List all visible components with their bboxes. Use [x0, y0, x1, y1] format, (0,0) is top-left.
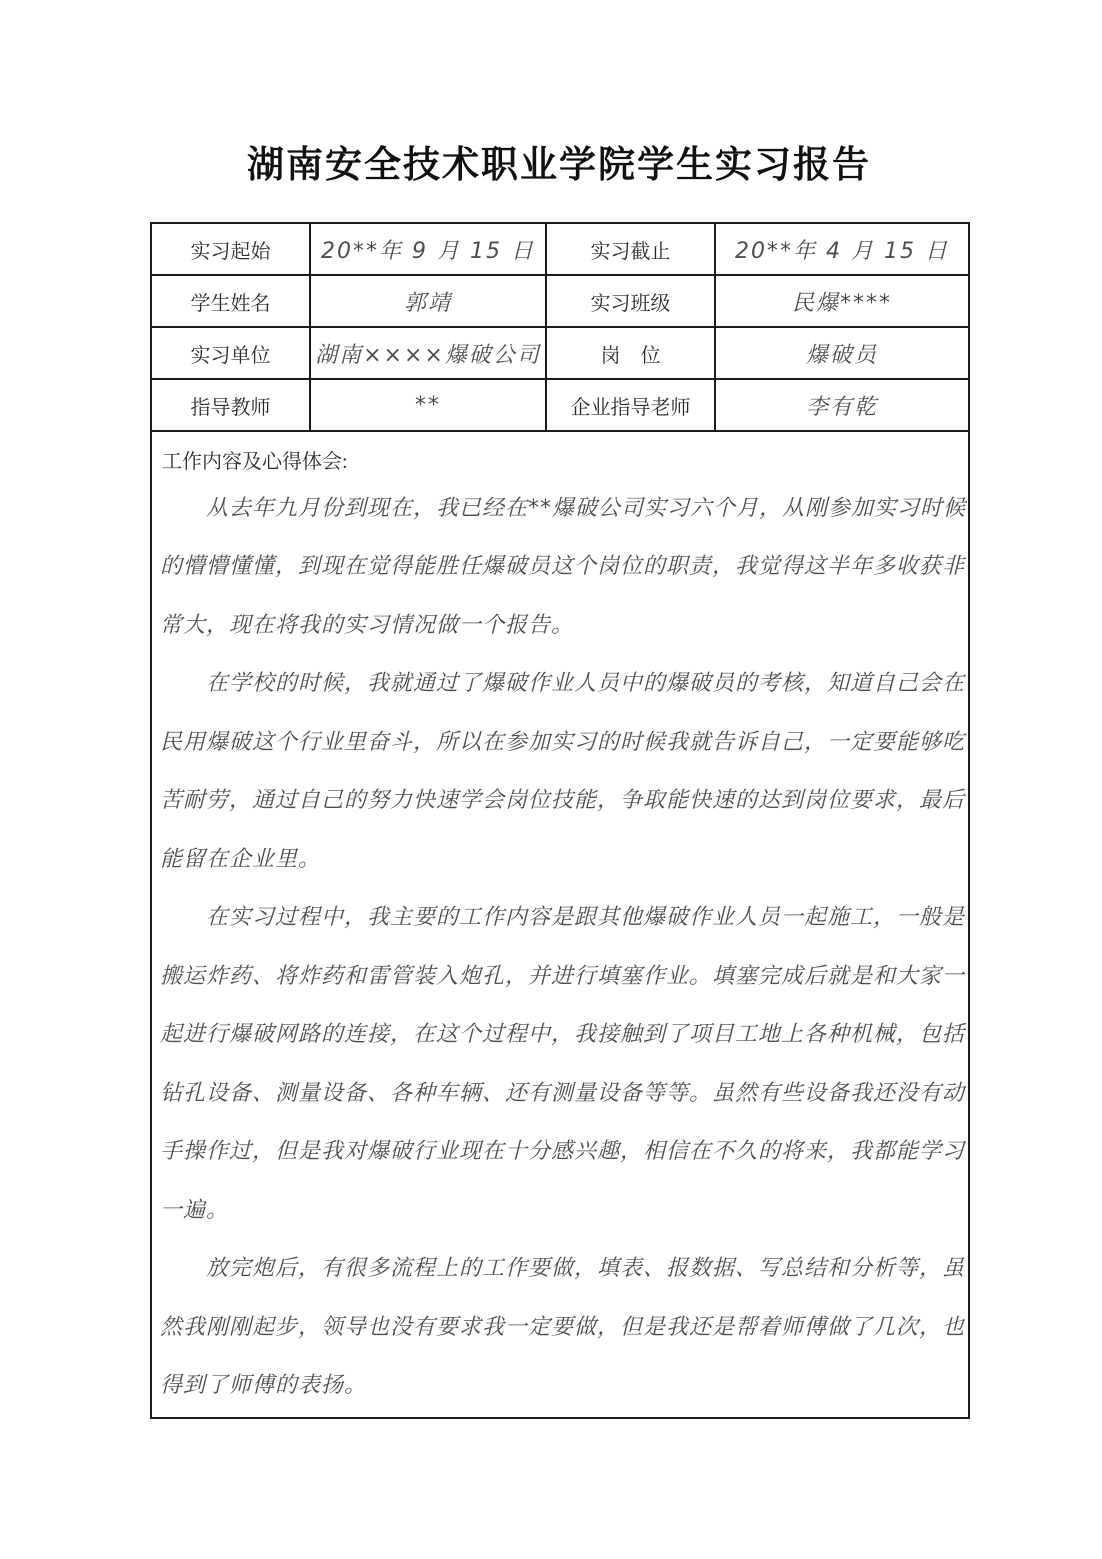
label-internship-start: 实习起始	[151, 223, 310, 275]
handwritten-line: 在实习过程中，我主要的工作内容是跟其他爆破作业人员一起施工，一般是	[206, 905, 966, 930]
label-position: 岗 位	[546, 327, 715, 379]
internship-info-table	[150, 222, 970, 1419]
label-internship-company: 实习单位	[151, 327, 310, 379]
report-content-cell	[151, 431, 969, 1418]
label-guidance-teacher: 指导教师	[151, 379, 310, 431]
value-guidance-teacher: **	[310, 379, 546, 431]
value-internship-end: 20**年 4 月 15 日	[715, 223, 969, 275]
handwritten-line: 常大，现在将我的实习情况做一个报告。	[160, 612, 575, 638]
table-row-company	[151, 327, 969, 379]
table-row-dates	[151, 223, 969, 275]
handwritten-line: 能留在企业里。	[160, 846, 322, 872]
handwritten-line: 搬运炸药、将炸药和雷管装入炮孔，并进行填塞作业。填塞完成后就是和大家一	[160, 963, 966, 989]
value-enterprise-teacher: 李有乾	[715, 379, 969, 431]
handwritten-line: 然我刚刚起步，领导也没有要求我一定要做，但是我还是帮着师傅做了几次，也	[160, 1314, 966, 1340]
handwritten-line: 放完炮后，有很多流程上的工作要做，填表、报数据、写总结和分析等，虽	[206, 1256, 966, 1281]
value-internship-class: 民爆****	[715, 275, 969, 327]
handwritten-line: 从去年九月份到现在，我已经在**爆破公司实习六个月，从刚参加实习时候	[206, 495, 967, 521]
value-position: 爆破员	[715, 327, 969, 379]
value-internship-start: 20**年 9 月 15 日	[310, 223, 546, 275]
label-student-name: 学生姓名	[151, 275, 310, 327]
handwritten-line: 得到了师傅的表扬。	[160, 1373, 368, 1398]
value-student-name: 郭靖	[310, 275, 546, 327]
table-row-report-content	[151, 431, 969, 1418]
document-title: 湖南安全技术职业学院学生实习报告	[247, 144, 871, 185]
label-internship-class: 实习班级	[546, 275, 715, 327]
handwritten-line: 在学校的时候，我就通过了爆破作业人员中的爆破员的考核，知道自己会在	[206, 671, 966, 696]
table-row-teachers	[151, 379, 969, 431]
handwritten-line: 的懵懵懂懂，到现在觉得能胜任爆破员这个岗位的职责，我觉得这半年多收获非	[160, 554, 966, 579]
label-internship-end: 实习截止	[546, 223, 715, 275]
handwritten-line: 手操作过，但是我对爆破行业现在十分感兴趣，相信在不久的将来，我都能学习	[160, 1139, 966, 1164]
handwritten-line: 一遍。	[160, 1197, 230, 1223]
label-enterprise-teacher: 企业指导老师	[546, 379, 715, 431]
handwritten-line: 苦耐劳，通过自己的努力快速学会岗位技能，争取能快速的达到岗位要求，最后	[160, 788, 966, 813]
value-internship-company: 湖南××××爆破公司	[310, 327, 546, 379]
handwritten-line: 民用爆破这个行业里奋斗，所以在参加实习的时候我就告诉自己，一定要能够吃	[160, 729, 966, 755]
table-row-student	[151, 275, 969, 327]
handwritten-report-body	[152, 480, 968, 1416]
section-header: 工作内容及心得体会:	[162, 450, 348, 473]
handwritten-line: 钻孔设备、测量设备、各种车辆、还有测量设备等等。虽然有些设备我还没有动	[160, 1080, 966, 1106]
handwritten-line: 起进行爆破网路的连接，在这个过程中，我接触到了项目工地上各种机械，包括	[160, 1022, 966, 1047]
